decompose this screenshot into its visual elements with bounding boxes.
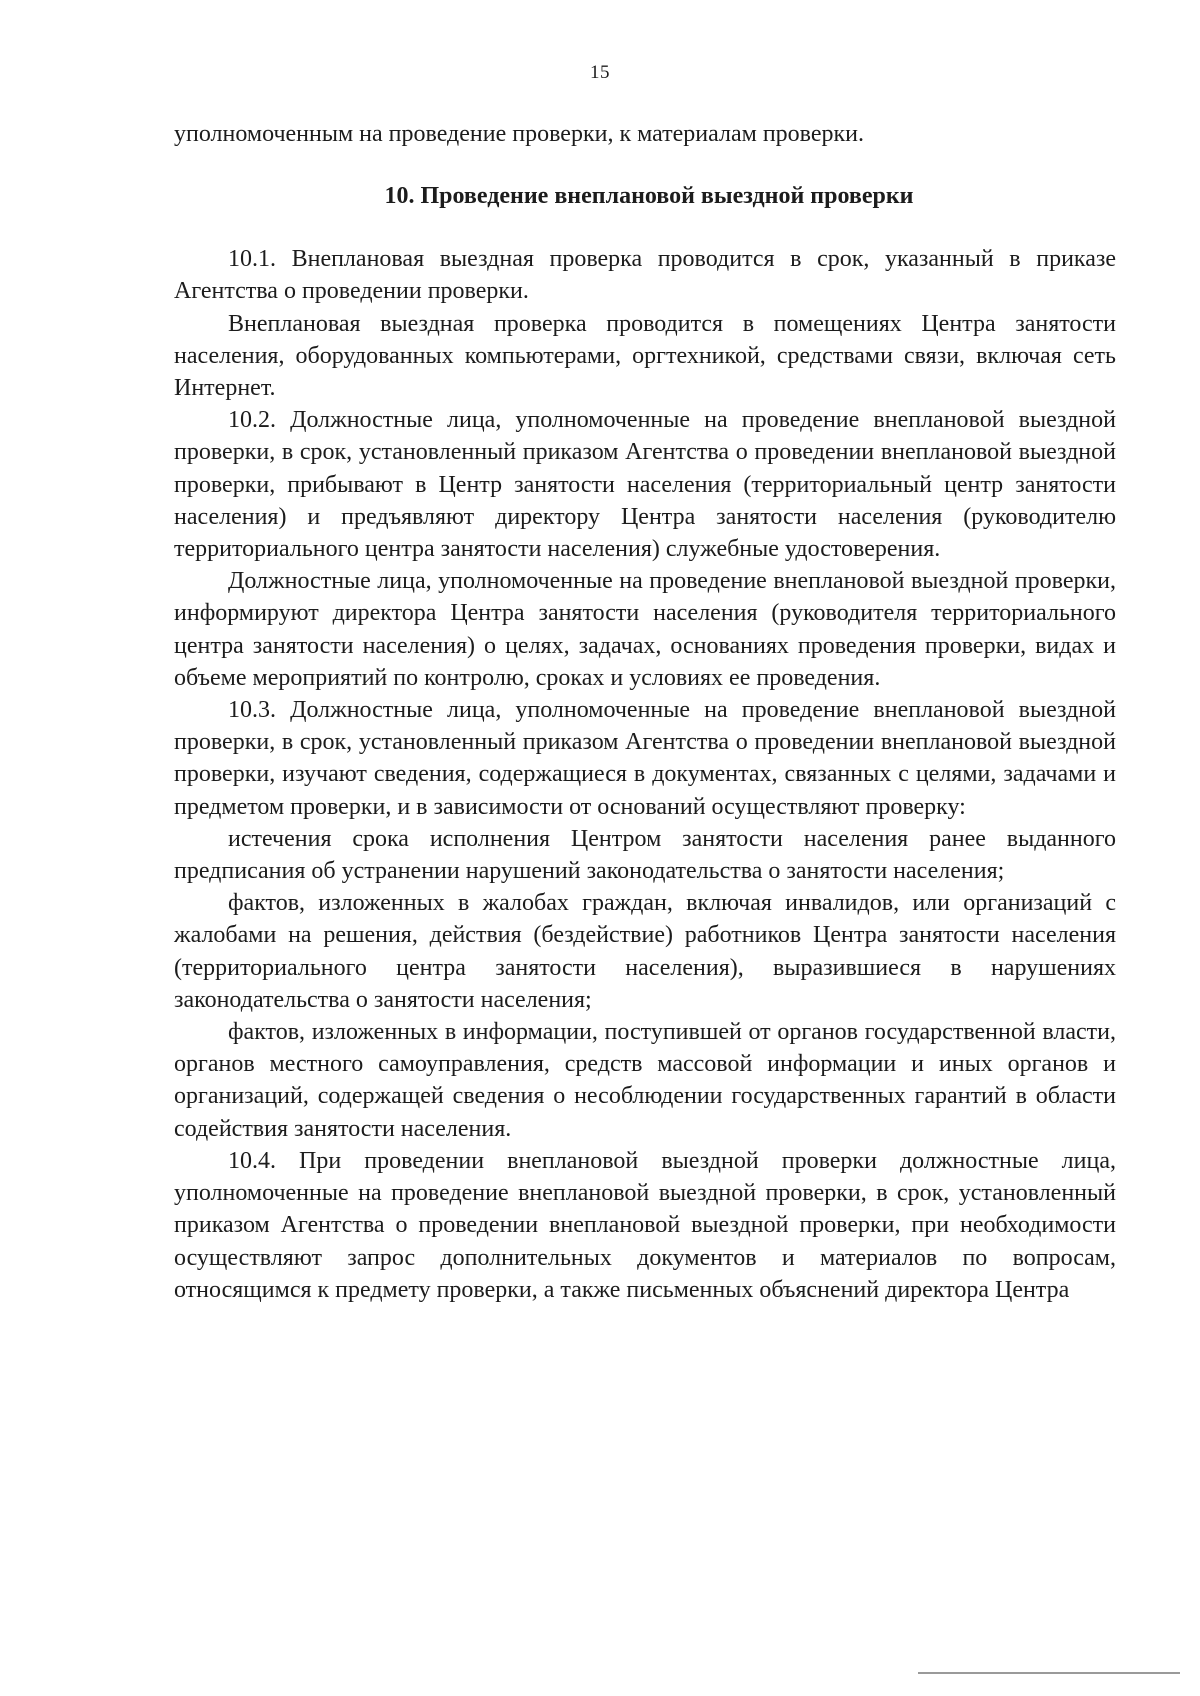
list-item-authorities-info: фактов, изложенных в информации, поступившей от органов государственной власти, органов местного самоуправления, средств массовой информации и иных органов и организаций, содержащей сведения о несоблюдении государственных гарантий в области содействия занятости населения. [174,1019,1116,1142]
document-body [174,118,1116,1306]
paragraph-10-3: 10.3. Должностные лица, уполномоченные на проведение внеплановой выездной проверки, в срок, установленный приказом Агентства о проведении внеплановой выездной проверки, изучают сведения, содержащиеся в документах, связанных с целями, задачами и предметом проверки, и в зависимости от оснований осуществляют проверку: [174,697,1116,820]
list-item-deadline-expiry: истечения срока исполнения Центром занятости населения ранее выданного предписания об устранении нарушений законодательства о занятости населения; [174,825,1116,885]
paragraph-premises: Внеплановая выездная проверка проводится в помещениях Центра занятости населения, оборудованных компьютерами, оргтехникой, средствами связи, включая сеть Интернет. [174,310,1116,402]
page-number: 15 [590,62,610,83]
paragraph-inform-director: Должностные лица, уполномоченные на проведение внеплановой выездной проверки, информируют директора Центра занятости населения (руководителя территориального центра занятости населения) о целях, задачах, основаниях проведения проверки, видах и объеме мероприятий по контролю, сроках и условиях ее проведения. [174,568,1116,691]
scan-edge-line [918,1672,1180,1674]
paragraph-10-1: 10.1. Внеплановая выездная проверка проводится в срок, указанный в приказе Агентства о проведении проверки. [174,246,1116,305]
paragraph-10-4: 10.4. При проведении внеплановой выездной проверки должностные лица, уполномоченные на проведение внеплановой выездной проверки, в срок, установленный приказом Агентства о проведении внеплановой выездной проверки, при необходимости осуществляют запрос дополнительных документов и материалов по вопросам, относящимся к предмету проверки, а также письменных объяснений директора Центра [174,1147,1116,1303]
paragraph-10-2: 10.2. Должностные лица, уполномоченные на проведение внеплановой выездной проверки, в срок, установленный приказом Агентства о проведении внеплановой выездной проверки, прибывают в Центр занятости населения (территориальный центр занятости населения) и предъявляют директору Центра занятости населения (руководителю территориального центра занятости населения) служебные удостоверения. [174,407,1116,563]
list-item-complaints: фактов, изложенных в жалобах граждан, включая инвалидов, или организаций с жалобами на решения, действия (бездействие) работников Центра занятости населения (территориального центра занятости населения), выразившиеся в нарушениях законодательства о занятости населения; [174,890,1116,1013]
continuation-line: уполномоченным на проведение проверки, к материалам проверки. [174,121,865,147]
section-heading: 10. Проведение внеплановой выездной проверки [384,183,914,210]
